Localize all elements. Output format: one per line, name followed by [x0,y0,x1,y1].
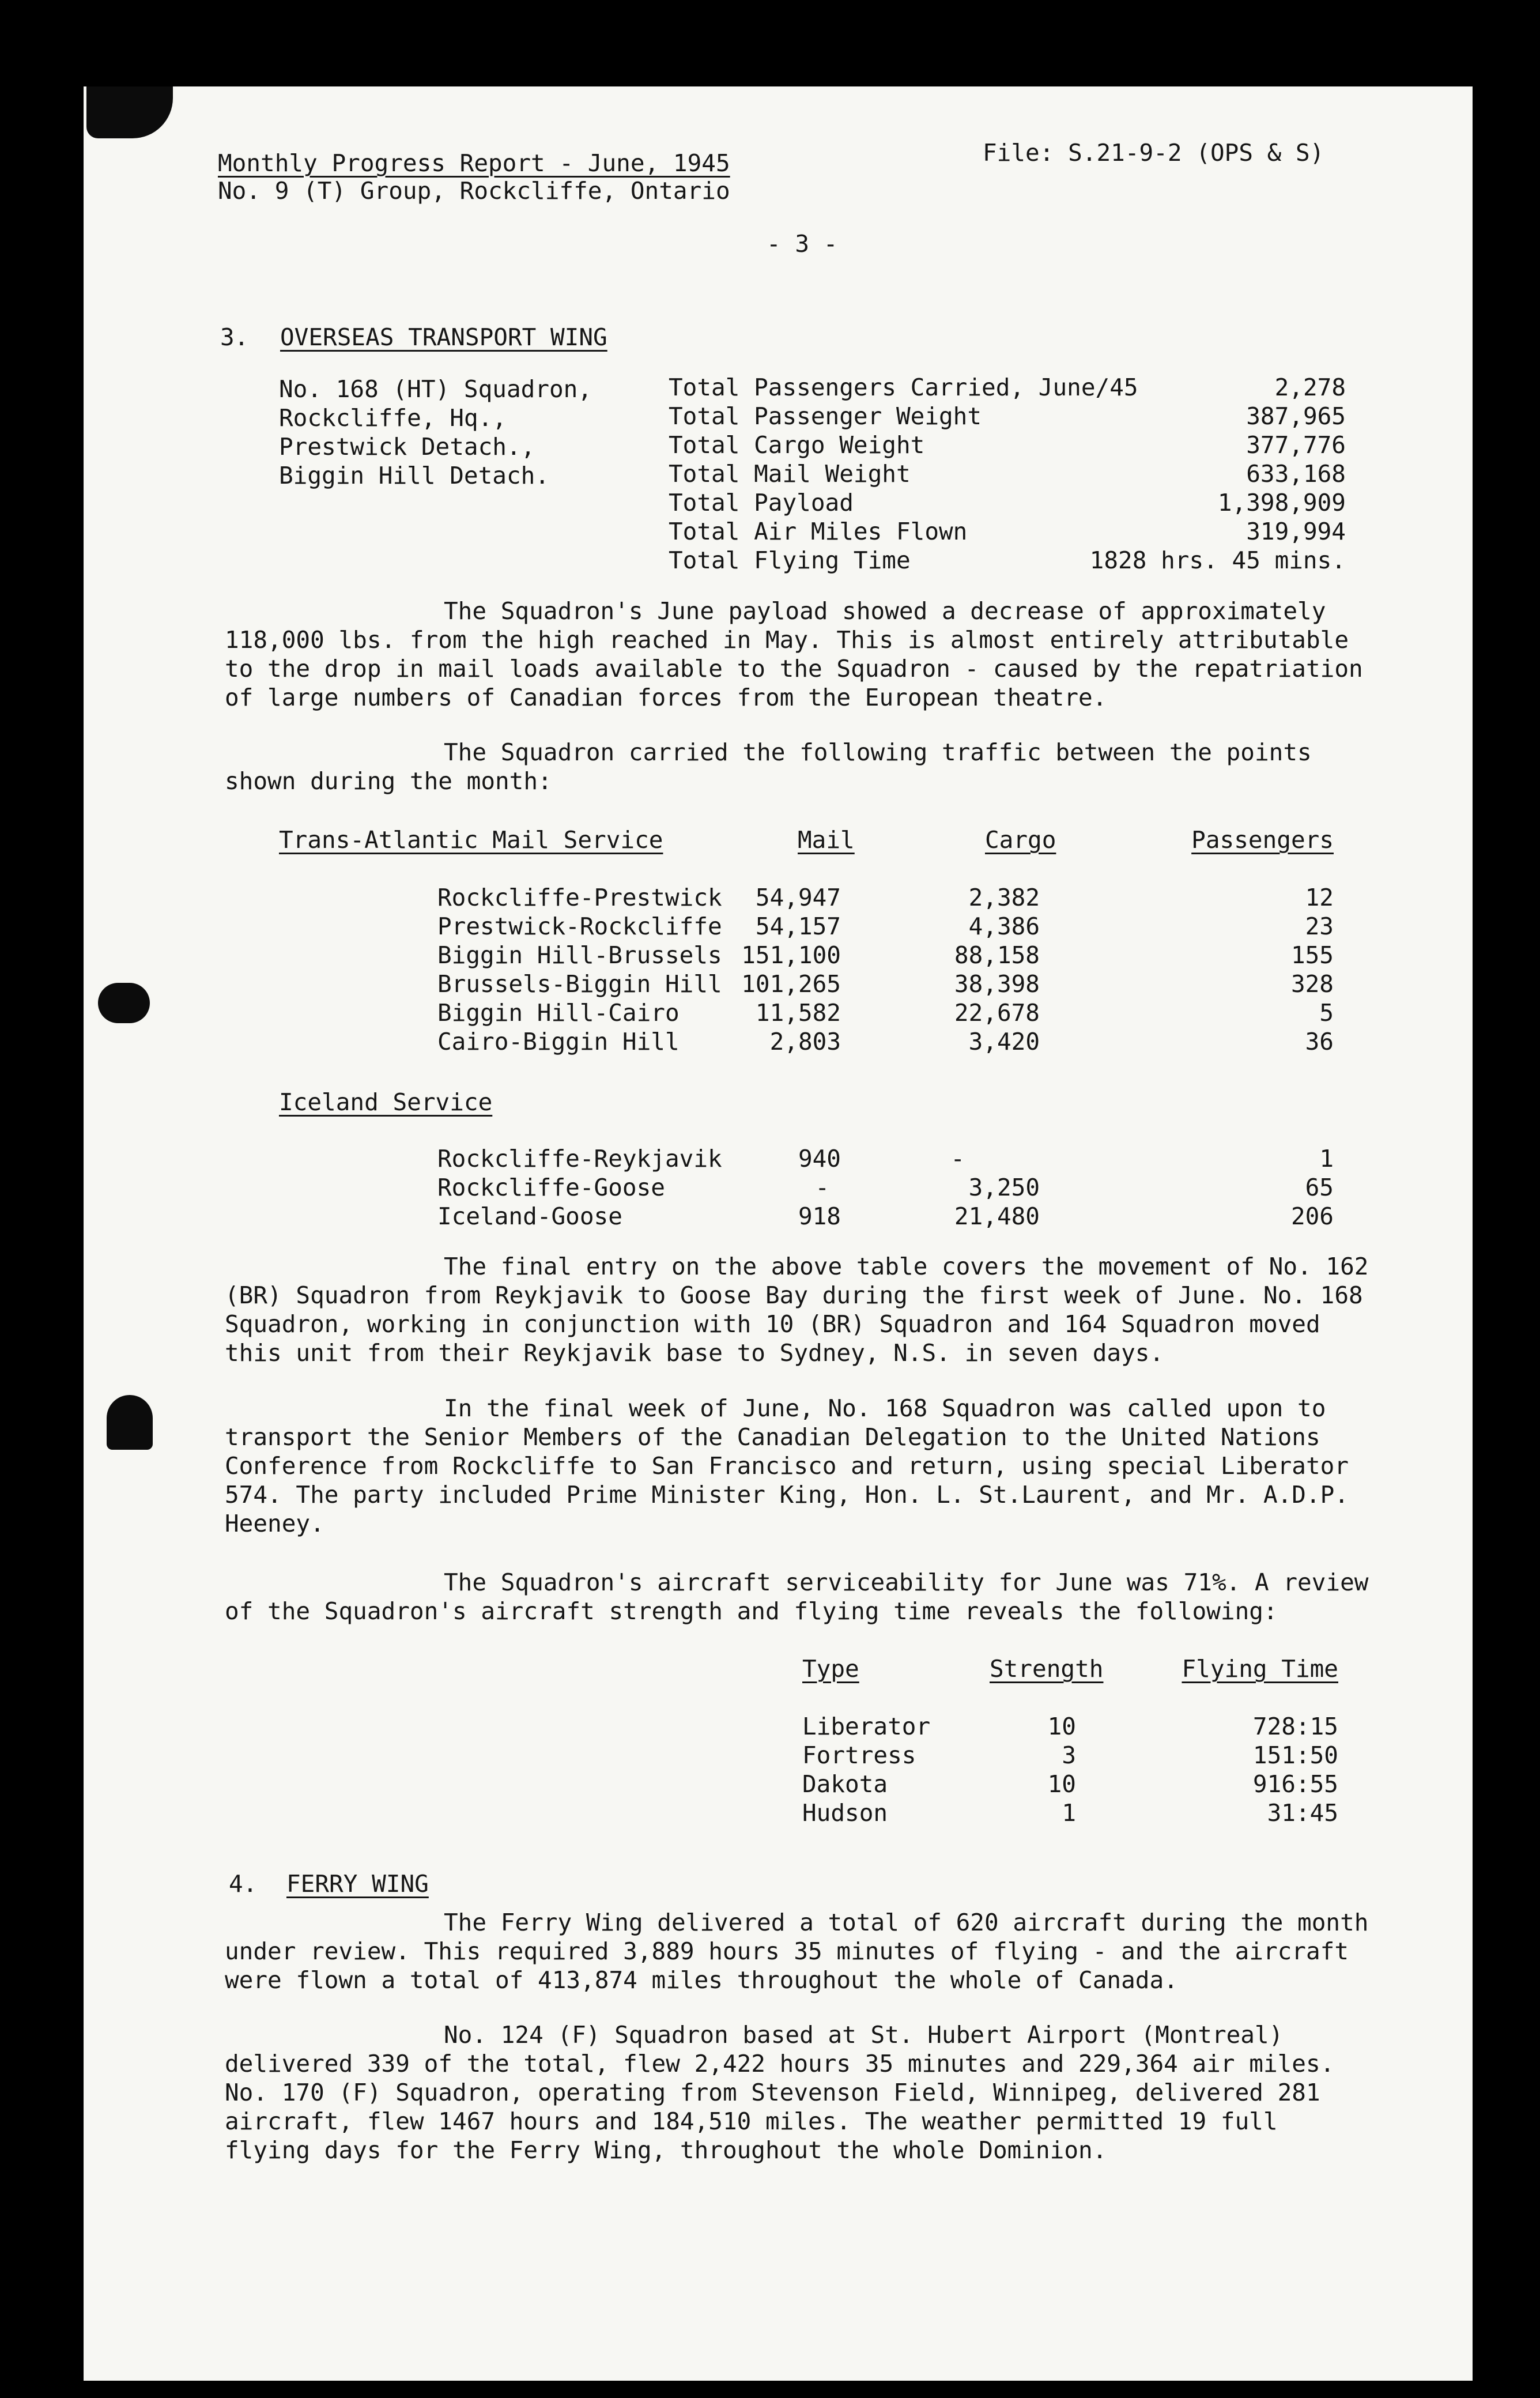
cargo-value: - [950,1145,965,1172]
passengers-value: 1 [1319,1145,1334,1172]
aircraft-strength: 1 [1062,1799,1076,1827]
route-name: Biggin Hill-Brussels [437,941,722,969]
passengers-value: 328 [1290,970,1334,998]
cargo-value: 38,398 [954,970,1040,998]
passengers-value: 23 [1305,913,1334,940]
totals-row [669,517,1346,546]
route-name: Biggin Hill-Cairo [437,999,680,1027]
aircraft-header-row [802,1654,1338,1683]
mail-value: 54,157 [755,913,841,940]
mail-value: 11,582 [755,999,841,1027]
cargo-value: 3,250 [968,1174,1040,1201]
passengers-column-header: Passengers [1191,826,1334,854]
cargo-value: 3,420 [968,1028,1040,1055]
iceland-heading: Iceland Service [279,1088,493,1116]
aircraft-row [802,1798,1338,1827]
totals-row [669,488,1346,517]
cargo-value: 22,678 [954,999,1040,1027]
cargo-value: 21,480 [954,1202,1040,1230]
totals-label: Total Payload [669,489,854,516]
section3-paragraph-3: The final entry on the above table covers the movement of No. 162 (BR) Squadron from Reykjavik to Goose Bay during the first week of June. No. 168 Squadron, working in conjunction with 10 (BR) Squadron and 164 Squadron moved this unit from their Reykjavik base to Sydney, N.S. in seven days. [225,1253,1369,1367]
section3-paragraph-4: In the final week of June, No. 168 Squadron was called upon to transport the Senior Members of the Canadian Delegation to the United Nations Conference from Rockcliffe to San Francisco and return, using special Liberator 574. The party included Prime Minister King, Hon. L. St.Laurent, and Mr. A.D.P. Heeney. [225,1394,1349,1537]
totals-block [669,373,1346,575]
aircraft-row [802,1741,1338,1770]
mail-value: - [815,1174,829,1201]
iceland-row [279,1173,1334,1202]
aircraft-type: Fortress [802,1741,916,1769]
section4-paragraph-2: No. 124 (F) Squadron based at St. Hubert Airport (Montreal) delivered 339 of the total, flew 2,422 hours 35 minutes and 229,364 air miles. No. 170 (F) Squadron, operating from Stevenson Field, Winnipeg, delivered 281 aircraft, flew 1467 hours and 184,510 miles. The weather permitted 19 full flying days for the Ferry Wing, throughout the whole Dominion. [225,2021,1335,2164]
section4-paragraph-1: The Ferry Wing delivered a total of 620 aircraft during the month under review. This required 3,889 hours 35 minutes of flying - and the aircraft were flown a total of 413,874 miles throughout the whole of Canada. [225,1909,1369,1994]
section3-paragraph-1: The Squadron's June payload showed a decrease of approximately 118,000 lbs. from the high reached in May. This is almost entirely attributable to the drop in mail loads available to the Squadron - caused by the repatriation of large numbers of Canadian forces from the European theatre. [225,597,1363,711]
unit-line: Biggin Hill Detach. [279,462,549,489]
totals-label: Total Mail Weight [669,460,911,488]
totals-row [669,402,1346,431]
route-name: Rockcliffe-Prestwick [437,884,722,911]
cargo-column-header: Cargo [985,826,1056,854]
passengers-value: 155 [1290,941,1334,969]
route-name: Prestwick-Rockcliffe [437,913,722,940]
section3-paragraph-5: The Squadron's aircraft serviceability for June was 71%. A review of the Squadron's aircraft strength and flying time reveals the following: [225,1568,1369,1625]
mail-value: 918 [798,1202,841,1230]
cargo-value: 2,382 [968,884,1040,911]
report-subtitle: No. 9 (T) Group, Rockcliffe, Ontario [218,177,730,205]
totals-row [669,373,1346,402]
totals-label: Total Air Miles Flown [669,518,968,545]
punch-hole-middle [98,983,150,1023]
totals-value: 2,278 [1274,374,1346,401]
unit-line: No. 168 (HT) Squadron, [279,375,592,403]
aircraft-strength: 10 [1047,1713,1076,1740]
section3-number: 3. [220,323,249,351]
totals-row [669,459,1346,488]
aircraft-row [802,1770,1338,1798]
passengers-value: 12 [1305,884,1334,911]
aircraft-flying-time: 31:45 [1267,1799,1338,1827]
section3-paragraph-2: The Squadron carried the following traffic between the points shown during the month: [225,738,1312,795]
route-name: Brussels-Biggin Hill [437,970,722,998]
aircraft-row [802,1712,1338,1741]
aircraft-type: Liberator [802,1713,931,1740]
passengers-value: 5 [1319,999,1334,1027]
passengers-value: 36 [1305,1028,1334,1055]
unit-line: Prestwick Detach., [279,433,535,461]
traffic-header-row [279,825,1334,854]
totals-value: 377,776 [1246,431,1346,459]
route-name: Cairo-Biggin Hill [437,1028,680,1055]
section4-number: 4. [229,1870,258,1898]
section4-heading: FERRY WING [286,1870,429,1898]
totals-label: Total Passengers Carried, June/45 [669,374,1138,401]
route-name: Rockcliffe-Goose [437,1174,665,1201]
file-reference: File: S.21-9-2 (OPS & S) [983,139,1324,167]
totals-value: 319,994 [1246,518,1346,545]
page-number: - 3 - [767,230,838,258]
iceland-header-row [279,1088,1334,1117]
route-name: Iceland-Goose [437,1202,622,1230]
traffic-row [279,970,1334,998]
flying-time-column-header: Flying Time [1182,1655,1338,1683]
traffic-row [279,941,1334,970]
aircraft-strength: 3 [1062,1741,1076,1769]
strength-column-header: Strength [990,1655,1104,1683]
punch-hole-lower [107,1395,153,1450]
route-name: Rockcliffe-Reykjavik [437,1145,722,1172]
mail-value: 940 [798,1145,841,1172]
mail-value: 2,803 [769,1028,841,1055]
cargo-value: 4,386 [968,913,1040,940]
unit-line: Rockcliffe, Hq., [279,404,507,432]
cargo-value: 88,158 [954,941,1040,969]
totals-value: 1828 hrs. 45 mins. [1089,546,1346,574]
totals-row [669,546,1346,575]
mail-column-header: Mail [798,826,855,854]
type-column-header: Type [802,1655,859,1683]
report-title: Monthly Progress Report - June, 1945 [218,149,730,177]
totals-label: Total Flying Time [669,546,911,574]
traffic-row [279,883,1334,912]
passengers-value: 206 [1290,1202,1334,1230]
aircraft-strength: 10 [1047,1770,1076,1798]
aircraft-type: Hudson [802,1799,888,1827]
iceland-row [279,1144,1334,1173]
totals-row [669,431,1346,459]
aircraft-flying-time: 916:55 [1252,1770,1338,1798]
passengers-value: 65 [1305,1174,1334,1201]
traffic-row [279,1027,1334,1056]
mail-value: 54,947 [755,884,841,911]
traffic-row [279,998,1334,1027]
aircraft-flying-time: 151:50 [1252,1741,1338,1769]
totals-label: Total Cargo Weight [669,431,925,459]
mail-value: 101,265 [741,970,841,998]
traffic-table [279,825,1334,1229]
aircraft-table [802,1654,1338,1839]
iceland-row [279,1202,1334,1231]
trans-atlantic-heading: Trans-Atlantic Mail Service [279,826,663,854]
traffic-row [279,912,1334,941]
totals-label: Total Passenger Weight [669,402,982,430]
totals-value: 387,965 [1246,402,1346,430]
aircraft-type: Dakota [802,1770,888,1798]
section3-heading: OVERSEAS TRANSPORT WING [280,323,607,351]
totals-value: 1,398,909 [1217,489,1346,516]
totals-value: 633,168 [1246,460,1346,488]
aircraft-flying-time: 728:15 [1252,1713,1338,1740]
mail-value: 151,100 [741,941,841,969]
